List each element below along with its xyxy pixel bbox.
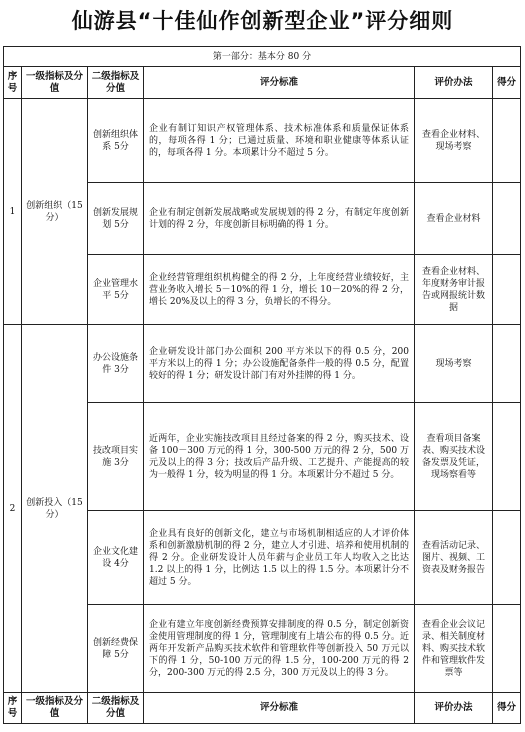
evaluation-method: 查看企业材料 <box>415 183 493 255</box>
header-standard: 评分标准 <box>144 693 415 724</box>
level2-indicator: 办公设施条件 3分 <box>88 325 144 403</box>
header-score: 得分 <box>493 67 521 99</box>
header-level1: 一级指标及分值 <box>22 693 88 724</box>
level2-indicator: 企业管理水平 5分 <box>88 255 144 325</box>
scoring-standard: 近两年，企业实施技改项目且经过备案的得 2 分，购买技术、设备 100－300 万元的得 1 分，300-500 万元的得 2 分，500 万元及以上的得 3 分；技改后产品升级、工艺提升、产能提高的较为一般得 1 分，较为明显的得 1 分。本项累计分不超过 5 分。 <box>144 403 415 511</box>
level2-indicator: 创新发展规划 5分 <box>88 183 144 255</box>
header-method: 评价办法 <box>415 693 493 724</box>
group-number: 2 <box>4 325 22 693</box>
header-num: 序号 <box>4 693 22 724</box>
header-level1: 一级指标及分值 <box>22 67 88 99</box>
score-cell[interactable] <box>493 99 521 183</box>
header-num: 序号 <box>4 67 22 99</box>
table-header-row <box>4 67 521 99</box>
evaluation-method: 现场考察 <box>415 325 493 403</box>
level2-indicator: 企业文化建设 4分 <box>88 511 144 605</box>
part-label: 第一部分：基本分 80 分 <box>4 47 521 67</box>
header-level2: 二级指标及分值 <box>88 67 144 99</box>
scoring-standard: 企业有制定创新发展战略或发展规划的得 2 分，有制定年度创新计划的得 2 分，年度创新目标明确的得 1 分。 <box>144 183 415 255</box>
evaluation-method: 查看项目备案表、购买技术设备发票及凭证，现场察看等 <box>415 403 493 511</box>
scoring-standard: 企业研发设计部门办公面积 200 平方米以下的得 0.5 分，200 平方米以上的得 1 分；办公设施配备条件一般的得 0.5 分，配置较好的得 1 分；研发设计部门有对外挂牌的得 1 分。 <box>144 325 415 403</box>
scoring-standard: 企业具有良好的创新文化，建立与市场机制相适应的人才评价体系和创新激励机制的得 2 分，建立人才引进、培养和使用机制的得 2 分。企业研发设计人员年薪与企业员工年人均收入之比达 1.2 以上的得 1 分，比例达 1.5 以上的得 1.5 分。本项累计分不超过 5 分。 <box>144 511 415 605</box>
part-heading-row <box>4 47 521 67</box>
evaluation-method: 查看企业会议记录、相关制度材料、购买技术软件和管理软件发票等 <box>415 605 493 693</box>
header-standard: 评分标准 <box>144 67 415 99</box>
evaluation-method: 查看活动记录、图片、视频、工资表及财务报告 <box>415 511 493 605</box>
header-method: 评价办法 <box>415 67 493 99</box>
header-score: 得分 <box>493 693 521 724</box>
score-cell[interactable] <box>493 511 521 605</box>
score-cell[interactable] <box>493 605 521 693</box>
level1-indicator: 创新投入（15分） <box>22 325 88 693</box>
level2-indicator: 技改项目实施 3分 <box>88 403 144 511</box>
level1-indicator: 创新组织（15分） <box>22 99 88 325</box>
scoring-standard: 企业经营管理组织机构健全的得 2 分，上年度经营业绩较好，主营业务收入增长 5－10%的得 1 分，增长 10－20%的得 2 分，增长 20%及以上的得 3 分，负增长的不得分。 <box>144 255 415 325</box>
score-cell[interactable] <box>493 403 521 511</box>
scoring-standard: 企业有制订知识产权管理体系、技术标准体系和质量保证体系的，每项各得 1 分；已通过质量、环境和职业健康等体系认证的，每项各得 1 分。本项累计分不超过 5 分。 <box>144 99 415 183</box>
header-level2: 二级指标及分值 <box>88 693 144 724</box>
table-row <box>4 99 521 183</box>
evaluation-method: 查看企业材料、现场考察 <box>415 99 493 183</box>
table-header-row-repeat <box>4 693 521 724</box>
level2-indicator: 创新组织体系 5分 <box>88 99 144 183</box>
level2-indicator: 创新经费保障 5分 <box>88 605 144 693</box>
score-cell[interactable] <box>493 183 521 255</box>
page-title: 仙游县“十佳仙作创新型企业”评分细则 <box>71 9 454 33</box>
score-cell[interactable] <box>493 325 521 403</box>
scoring-standard: 企业有建立年度创新经费预算安排制度的得 0.5 分，制定创新资金使用管理制度的得 1 分，管理制度有上墙公布的得 0.5 分。近两年开发新产品购买技术软件和管理软件等创新投入 50 万元以下的得 1 分，50-100 万元的得 1.5 分，100-200 万元的得 2 分，200-300 万元的得 2.5 分，300 万元及以上的得 3 分。 <box>144 605 415 693</box>
table-row <box>4 325 521 403</box>
score-cell[interactable] <box>493 255 521 325</box>
scoring-table <box>3 46 521 724</box>
group-number: 1 <box>4 99 22 325</box>
evaluation-method: 查看企业材料、年度财务审计报告或网报统计数据 <box>415 255 493 325</box>
